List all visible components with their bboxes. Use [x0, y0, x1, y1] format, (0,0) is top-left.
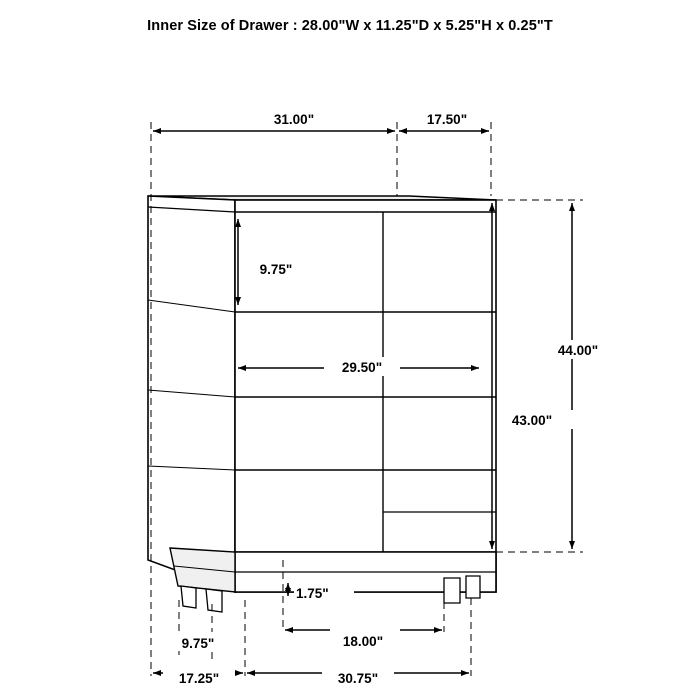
- page-title: Inner Size of Drawer : 28.00"W x 11.25"D x 5.25"H x 0.25"T: [147, 18, 553, 34]
- dim-width-front: 31.00": [273, 112, 315, 127]
- dim-drawer-width: 29.50": [341, 360, 383, 375]
- dim-base-overall-width: 30.75": [337, 671, 379, 686]
- dim-base-front-width: 18.00": [342, 634, 384, 649]
- dim-base-depth: 17.25": [178, 671, 220, 686]
- dim-overall-height: 44.00": [557, 343, 599, 358]
- dim-plinth-height: 1.75": [296, 586, 329, 601]
- dim-body-height: 43.00": [511, 413, 553, 428]
- dim-depth-side: 17.50": [426, 112, 468, 127]
- dim-foot-inset: 9.75": [181, 636, 215, 651]
- dim-top-drawer-height: 9.75": [259, 262, 293, 277]
